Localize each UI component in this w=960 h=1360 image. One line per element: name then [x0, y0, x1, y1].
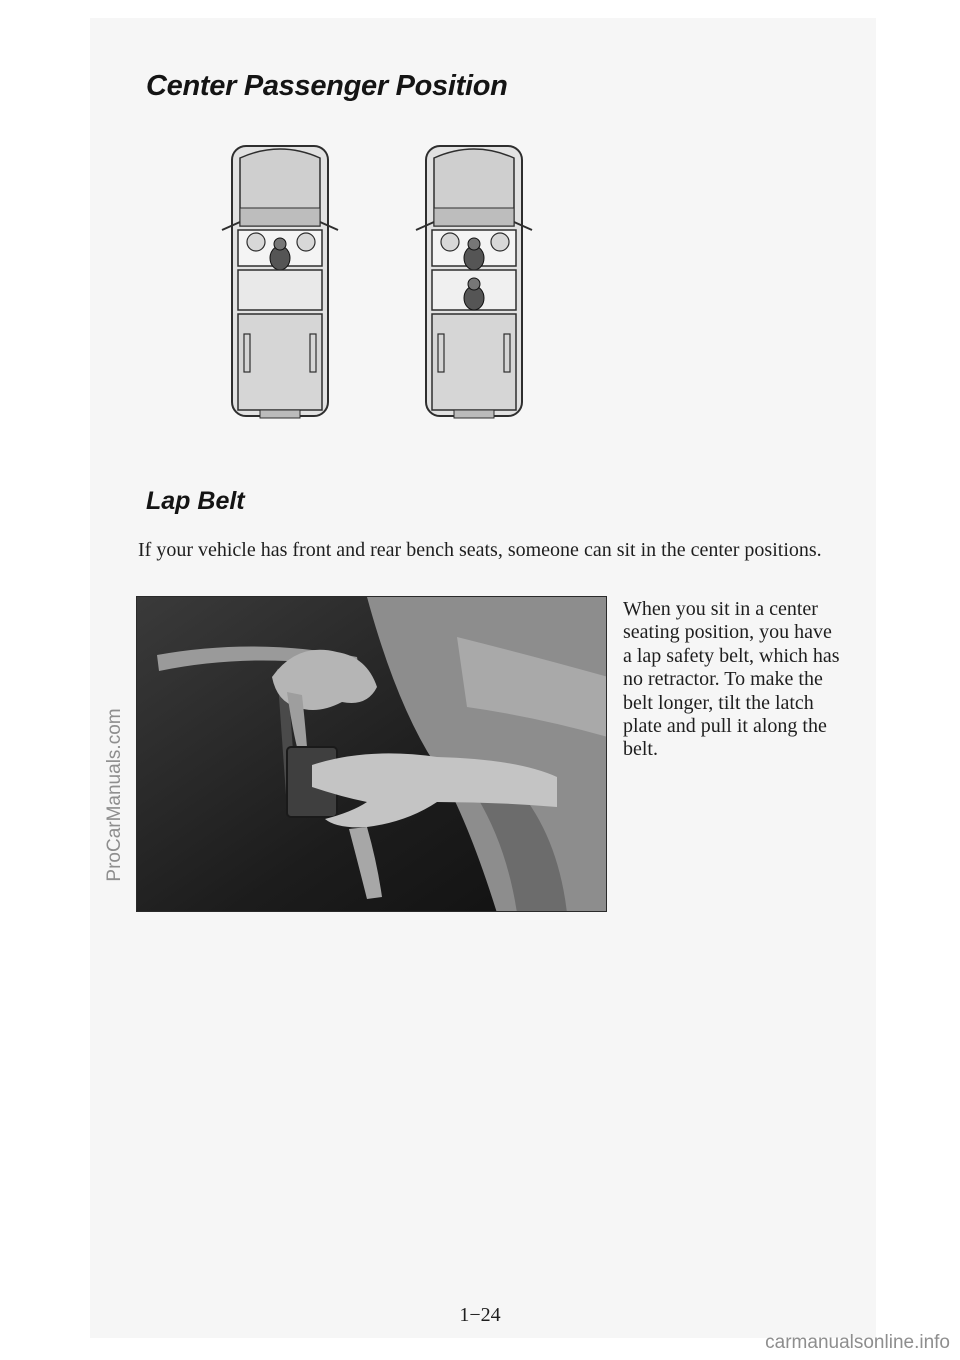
section-title: Center Passenger Position: [146, 70, 508, 102]
truck-diagram-one-occupant: [220, 138, 340, 424]
watermark-side: [102, 560, 128, 1030]
page-number: 1−24: [459, 1304, 501, 1326]
lap-belt-photo: [136, 596, 607, 912]
lap-belt-instructions: When you sit in a center seating position, you have a lap safety belt, which has no retractor. To make the belt longer, tilt the latch plate and pull it along the belt.: [623, 598, 840, 761]
subsection-title: Lap Belt: [146, 487, 245, 515]
watermark-bottom: carmanualsonline.info: [765, 1332, 950, 1353]
truck-diagram-two-occupants: [414, 138, 534, 424]
watermark-side-text: ProCarManuals.com: [104, 708, 125, 882]
intro-paragraph: If your vehicle has front and rear bench seats, someone can sit in the center positions.: [138, 539, 822, 561]
